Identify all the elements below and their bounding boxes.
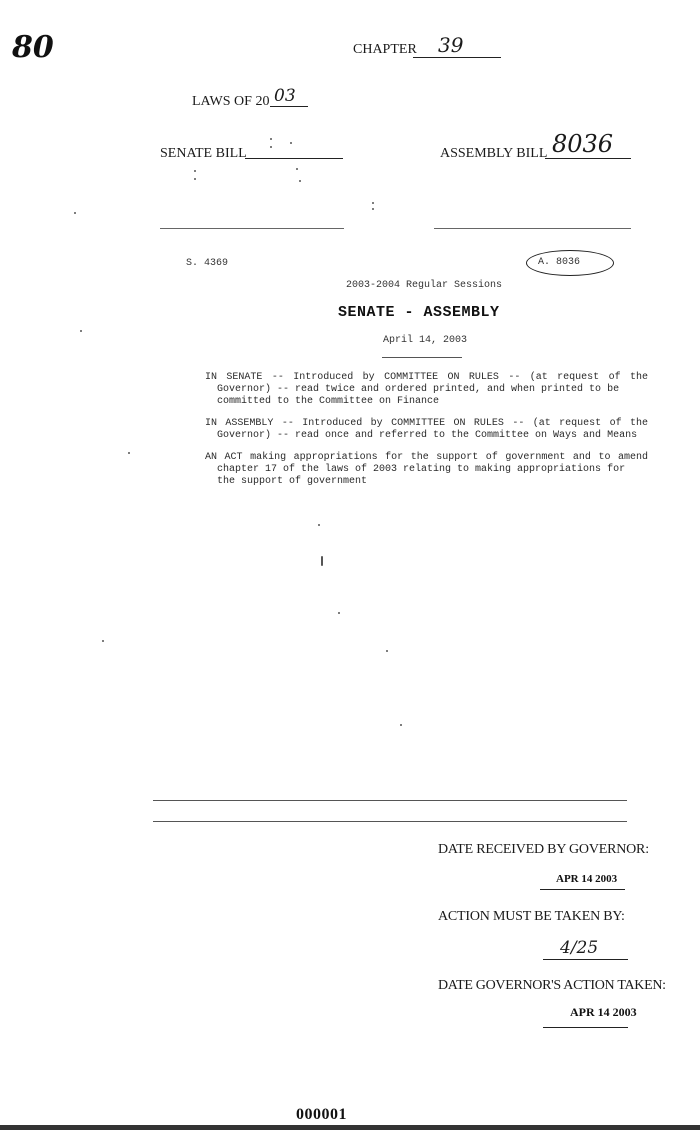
scan-speck bbox=[318, 524, 320, 526]
action-taken-label: DATE GOVERNOR'S ACTION TAKEN: bbox=[438, 978, 666, 993]
session-text: 2003-2004 Regular Sessions bbox=[346, 280, 503, 291]
paragraph-line: Governor) -- read twice and ordered printed, and when printed to be bbox=[217, 384, 620, 395]
paragraph-line: the support of government bbox=[217, 476, 368, 487]
senate-bill-underline bbox=[245, 158, 343, 159]
assembly-separator-line bbox=[434, 228, 631, 229]
scan-speck bbox=[296, 168, 298, 170]
laws-of-label: LAWS OF 20 bbox=[192, 94, 270, 109]
action-taken-underline bbox=[543, 1027, 628, 1028]
scan-speck bbox=[338, 612, 340, 614]
scan-speck bbox=[400, 724, 402, 726]
assembly-introduction-paragraph bbox=[205, 418, 648, 442]
laws-year-underline bbox=[270, 106, 308, 107]
laws-year: 03 bbox=[274, 86, 296, 106]
paragraph-first-line: IN ASSEMBLY -- Introduced by COMMITTEE ON RULES -- (at request of the bbox=[205, 418, 648, 429]
scan-speck bbox=[128, 452, 130, 454]
paragraph-first-line: IN SENATE -- Introduced by COMMITTEE ON RULES -- (at request of the bbox=[205, 372, 648, 383]
assembly-bill-number: 8036 bbox=[552, 130, 614, 158]
scan-speck bbox=[321, 556, 323, 566]
scan-speck bbox=[299, 180, 301, 182]
senate-separator-line bbox=[160, 228, 344, 229]
action-taken-stamp: APR 14 2003 bbox=[570, 1005, 637, 1019]
chapter-label: CHAPTER bbox=[353, 42, 417, 57]
act-title-paragraph bbox=[205, 452, 648, 488]
scan-speck bbox=[372, 202, 374, 204]
scan-speck bbox=[386, 650, 388, 652]
scan-speck bbox=[372, 208, 374, 210]
paragraph-first-line: AN ACT making appropriations for the support of government and to amend bbox=[205, 452, 648, 463]
assembly-bill-label: ASSEMBLY BILL bbox=[440, 146, 548, 161]
date-received-underline bbox=[540, 889, 625, 890]
bill-heading: SENATE - ASSEMBLY bbox=[338, 304, 500, 321]
corner-handwritten-mark: 80 bbox=[12, 30, 54, 65]
bottom-scan-edge bbox=[0, 1125, 700, 1130]
senate-bill-label: SENATE BILL bbox=[160, 146, 247, 161]
senate-introduction-paragraph bbox=[205, 372, 648, 408]
scan-speck bbox=[194, 178, 196, 180]
scan-speck bbox=[102, 640, 104, 642]
senate-print-number: S. 4369 bbox=[186, 258, 229, 269]
scan-speck bbox=[270, 138, 272, 140]
chapter-underline bbox=[413, 57, 501, 58]
scan-speck bbox=[290, 142, 292, 144]
chapter-number: 39 bbox=[438, 33, 464, 57]
date-received-stamp: APR 14 2003 bbox=[556, 873, 618, 885]
scan-speck bbox=[194, 170, 196, 172]
scan-speck bbox=[270, 146, 272, 148]
lower-rule-1 bbox=[153, 800, 627, 801]
assembly-bill-underline bbox=[545, 158, 631, 159]
assembly-print-number: A. 8036 bbox=[538, 257, 581, 268]
bill-date: April 14, 2003 bbox=[383, 335, 468, 346]
paragraph-line: chapter 17 of the laws of 2003 relating to making appropriations for bbox=[217, 464, 626, 475]
page-number: 000001 bbox=[296, 1106, 347, 1123]
action-by-label: ACTION MUST BE TAKEN BY: bbox=[438, 909, 625, 924]
scan-speck bbox=[80, 330, 82, 332]
date-received-label: DATE RECEIVED BY GOVERNOR: bbox=[438, 842, 649, 857]
scan-speck bbox=[74, 212, 76, 214]
action-by-underline bbox=[543, 959, 628, 960]
paragraph-line: committed to the Committee on Finance bbox=[217, 396, 440, 407]
lower-rule-2 bbox=[153, 821, 627, 822]
paragraph-line: Governor) -- read once and referred to the Committee on Ways and Means bbox=[217, 430, 638, 441]
date-rule bbox=[382, 357, 462, 358]
action-by-value: 4/25 bbox=[560, 938, 599, 958]
